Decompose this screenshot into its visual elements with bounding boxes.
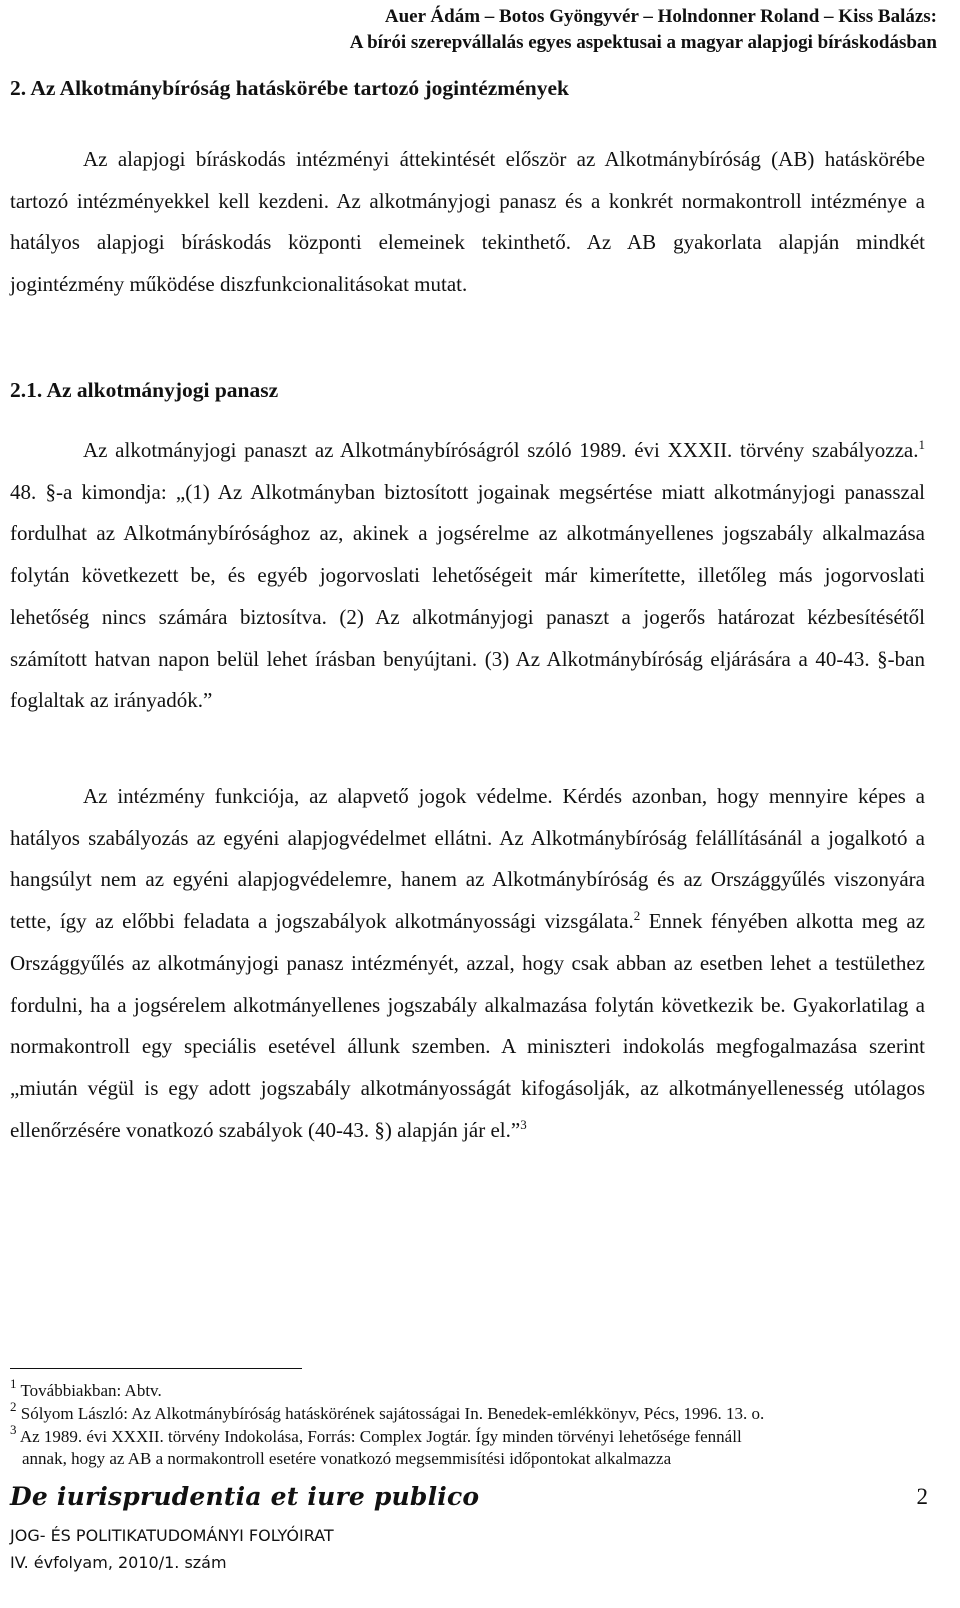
running-head-authors: Auer Ádám – Botos Gyöngyvér – Holndonner Roland – Kiss Balázs: <box>384 6 937 27</box>
footnote-ref-2[interactable]: 2 <box>633 908 641 924</box>
journal-info <box>10 1522 334 1576</box>
subsection-paragraph-1 <box>10 430 925 722</box>
footnote-ref-1[interactable]: 1 <box>918 437 925 452</box>
footnote-2-number: 2 <box>10 1398 17 1414</box>
footnote-3-number: 3 <box>10 1421 17 1437</box>
paragraph-1-text-b: 48. §-a kimondja: „(1) Az Alkotmányban biztosított jogainak megsértése miatt alkotmányjogi panasszal fordulhat az Alkotmánybírósághoz az, akinek a jogsérelme az alkotmányellenes jogszabály alkalmazása folytán következett be, és egyéb jogorvoslati lehetőségeit már kimerítette, illetőleg más jogorvoslati lehetőség nincs számára biztosítva. (2) Az alkotmányjogi panaszt a jogerős határozat kézbesítésétől számított hatvan napon belül lehet írásban benyújtani. (3) Az Alkotmánybíróság eljárására a 40-43. §-ban foglaltak az irányadók.” <box>10 479 925 713</box>
subsection-heading: 2.1. Az alkotmányjogi panasz <box>10 378 279 402</box>
footnote-3-continuation: annak, hogy az AB a normakontroll esetére vonatkozó megsemmisítési időpontokat alkalmazza <box>22 1449 672 1469</box>
footnotes <box>10 1376 930 1471</box>
journal-issue: IV. évfolyam, 2010/1. szám <box>10 1553 227 1572</box>
section-paragraph <box>10 139 925 306</box>
footnote-1-number: 1 <box>10 1376 17 1391</box>
footnote-1-text: Továbbiakban: Abtv. <box>20 1381 162 1400</box>
journal-title: De iurisprudentia et iure publico <box>10 1482 480 1511</box>
section-heading: 2. Az Alkotmánybíróság hatáskörébe tartozó jogintézmények <box>10 76 569 100</box>
journal-subtitle: JOG- ÉS POLITIKATUDOMÁNYI FOLYÓIRAT <box>10 1526 334 1545</box>
running-head-title: A bírói szerepvállalás egyes aspektusai a magyar alapjogi bíráskodásban <box>349 32 937 53</box>
footnote-3 <box>10 1421 930 1449</box>
page-number: 2 <box>916 1484 928 1509</box>
footnote-2-text: Sólyom László: Az Alkotmánybíróság hatáskörének sajátosságai In. Benedek-emlékkönyv, Pécs, 1996. 13. o. <box>20 1403 765 1423</box>
footnote-divider <box>10 1368 302 1369</box>
section-paragraph-text: Az alapjogi bíráskodás intézményi áttekintését először az Alkotmánybíróság (AB) hatáskörébe tartozó intézményekkel kell kezdeni. Az alkotmányjogi panasz és a konkrét normakontroll intézménye a hatályos alapjogi bíráskodás központi elemeinek tekinthető. Az AB gyakorlata alapján mindkét jogintézmény működése diszfunkcionalitásokat mutat. <box>10 147 925 297</box>
footnote-2 <box>10 1398 930 1426</box>
paragraph-2-text-b: Ennek fényében alkotta meg az Országgyűlés az alkotmányjogi panasz intézményét, azzal, hogy csak abban az esetben lehet a testülethez fordulni, ha a jogsérelem alkotmányellenes jogszabály alkalmazása folytán következik be. Gyakorlatilag a normakontroll egy speciális esetével állunk szemben. A miniszteri indokolás megfogalmazása szerint „miután végül is egy adott jogszabály alkotmányosságát kifogásolják, az alkotmányellenesség utólagos ellenőrzésére vonatkozó szabályok (40-43. §) alapján jár el.” <box>10 909 925 1142</box>
subsection-paragraph-2 <box>10 776 925 1151</box>
paragraph-2-text-a: Az intézmény funkciója, az alapvető jogok védelme. Kérdés azonban, hogy mennyire képes a hatályos szabályozás az egyéni alapjogvédelmet ellátni. Az Alkotmánybíróság felállításánál a jogalkotó a hangsúlyt nem az egyéni alapjogvédelemre, hanem az Alkotmánybíróság és az Országgyűlés viszonyára tette, így az előbbi feladata a jogszabályok alkotmányossági vizsgálata. <box>10 784 925 934</box>
paragraph-1-text-a: Az alkotmányjogi panaszt az Alkotmánybíróságról szóló 1989. évi XXXII. törvény szabályozza. <box>83 438 919 462</box>
running-head <box>350 4 937 56</box>
footnote-3-text: Az 1989. évi XXXII. törvény Indokolása, Forrás: Complex Jogtár. Így minden törvényi lehetősége fennáll <box>19 1426 742 1446</box>
footnote-ref-3[interactable]: 3 <box>520 1116 527 1132</box>
footnote-1 <box>10 1376 930 1403</box>
